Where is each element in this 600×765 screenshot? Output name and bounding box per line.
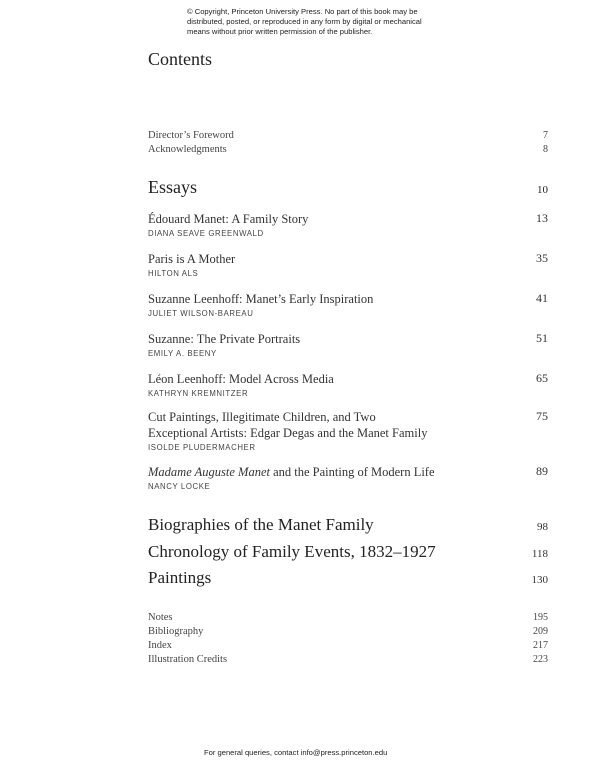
toc-entry-acknowledgments[interactable]: [148, 144, 548, 155]
toc-section-essays[interactable]: [148, 177, 548, 198]
toc-entry-label: Director’s Foreword: [148, 130, 234, 141]
toc-entry-bibliography[interactable]: [148, 626, 548, 637]
section-heading: Essays: [148, 177, 197, 197]
toc-essay-entry[interactable]: [148, 464, 548, 491]
toc-page-number: 41: [536, 291, 548, 305]
toc-page-number: 65: [536, 371, 548, 385]
toc-section-chronology[interactable]: [148, 542, 548, 562]
toc-page-number: 7: [543, 130, 548, 141]
toc-page-number: 98: [537, 521, 548, 533]
toc-page-number: 223: [533, 654, 548, 665]
toc-page-number: 195: [533, 612, 548, 623]
essay-title-rest: and the Painting of Modern Life: [269, 465, 435, 479]
essay-author: DIANA SEAVE GREENWALD: [148, 229, 264, 238]
toc-entry-label: Notes: [148, 612, 173, 623]
toc-essay-entry[interactable]: [148, 251, 548, 278]
toc-essay-entry[interactable]: [148, 371, 548, 398]
essay-author: EMILY A. BEENY: [148, 349, 217, 358]
toc-entry-label: Acknowledgments: [148, 144, 227, 155]
toc-page-number: 209: [533, 626, 548, 637]
section-heading: Paintings: [148, 568, 212, 587]
page-title: Contents: [148, 49, 213, 69]
essay-author: HILTON ALS: [148, 269, 199, 278]
toc-entry-label: Illustration Credits: [148, 654, 228, 665]
toc-section-paintings[interactable]: [148, 568, 548, 588]
section-heading: Biographies of the Manet Family: [148, 515, 374, 534]
toc-essay-entry[interactable]: [148, 409, 548, 452]
essay-title: Suzanne: The Private Portraits: [148, 332, 301, 346]
essay-title: Édouard Manet: A Family Story: [148, 212, 309, 226]
toc-page-number: 10: [537, 184, 548, 196]
toc-page-number: 217: [533, 640, 548, 651]
toc-page-number: 51: [536, 331, 548, 345]
toc-page-number: 75: [536, 409, 548, 423]
toc-page-number: 8: [543, 144, 548, 155]
toc-page-number: 89: [536, 464, 548, 478]
essay-title: Paris is A Mother: [148, 252, 236, 266]
toc-essay-entry[interactable]: [148, 331, 548, 358]
section-heading: Chronology of Family Events, 1832–1927: [148, 542, 436, 561]
toc-page-number: 118: [531, 548, 548, 560]
toc-entry-label: Index: [148, 640, 172, 651]
essay-author: ISOLDE PLUDERMACHER: [148, 443, 256, 452]
essay-title-line: Cut Paintings, Illegitimate Children, and Two: [148, 410, 376, 424]
essay-title: [148, 409, 427, 441]
essay-title-italic: Madame Auguste Manet: [148, 465, 270, 479]
toc-page-number: 13: [536, 211, 548, 225]
essay-title: Suzanne Leenhoff: Manet’s Early Inspiration: [148, 292, 374, 306]
essay-author: NANCY LOCKE: [148, 482, 211, 491]
toc-entry-illustration-credits[interactable]: [148, 654, 548, 665]
essay-title-line: Exceptional Artists: Edgar Degas and the Manet Family: [148, 426, 428, 440]
toc-page-number: 130: [531, 574, 548, 586]
toc-essay-entry[interactable]: [148, 211, 548, 238]
toc-entry-index[interactable]: [148, 640, 548, 651]
essay-author: JULIET WILSON-BAREAU: [148, 309, 254, 318]
copyright-notice: © Copyright, Princeton University Press. No part of this book may be distributed, posted, or reproduced in any form by digital or mechanical means without prior written permission of the publisher.: [187, 7, 422, 36]
toc-entry-directors-foreword[interactable]: [148, 130, 548, 141]
toc-entry-label: Bibliography: [148, 626, 204, 637]
toc-page-number: 35: [536, 251, 548, 265]
essay-title: Léon Leenhoff: Model Across Media: [148, 372, 334, 386]
toc-section-biographies[interactable]: [148, 515, 548, 535]
toc-essay-entry[interactable]: [148, 291, 548, 318]
contact-footer: For general queries, contact info@press.princeton.edu: [204, 748, 388, 757]
essay-title: [148, 464, 435, 480]
essay-author: KATHRYN KREMNITZER: [148, 389, 249, 398]
toc-entry-notes[interactable]: [148, 612, 548, 623]
